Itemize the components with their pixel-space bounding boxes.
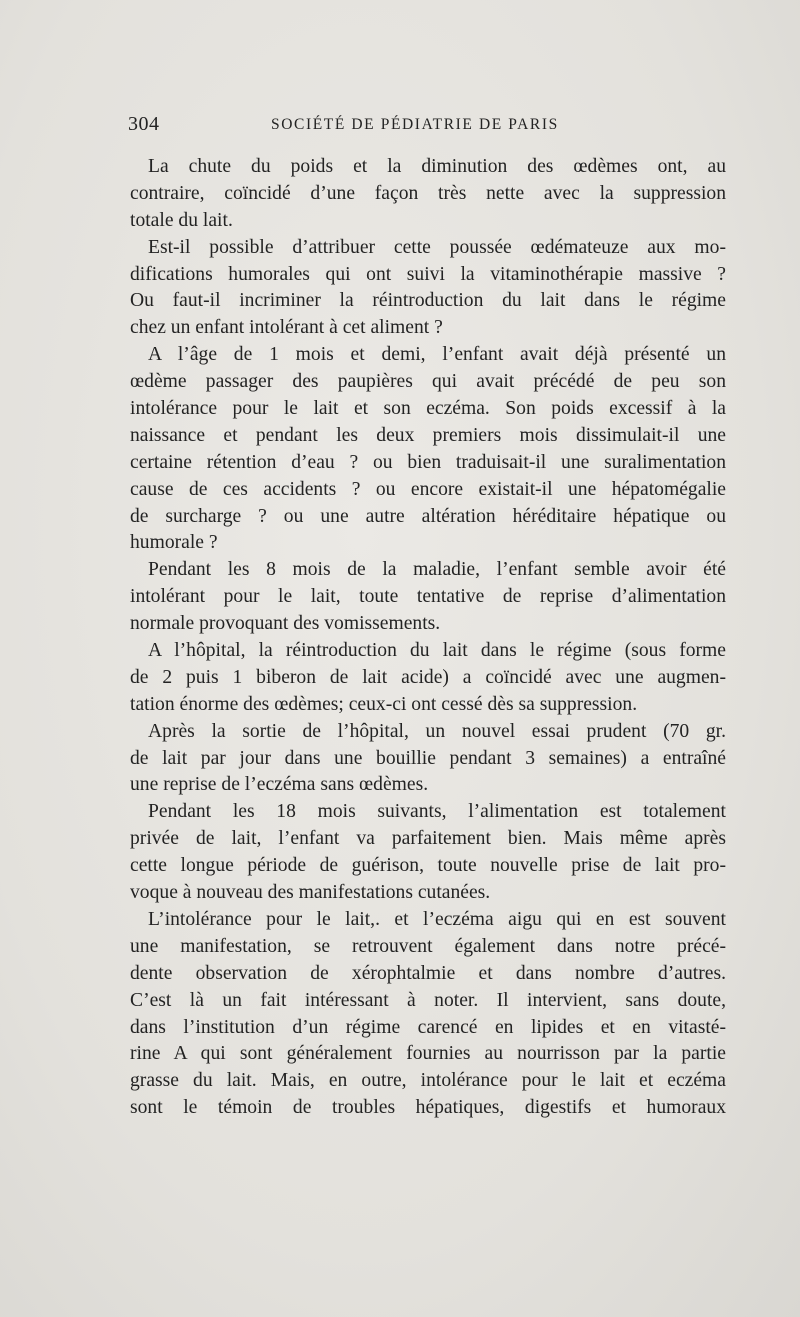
text-line: naissance et pendant les deux premiers mois dissimulait-il une — [130, 424, 726, 446]
text-line: privée de lait, l’enfant va parfaitement bien. Mais même après — [130, 828, 726, 850]
text-line: L’intolérance pour le lait,. et l’eczéma aigu qui en est souvent — [148, 908, 726, 930]
text-line: une manifestation, se retrouvent également dans notre précé- — [130, 935, 726, 957]
text-line: contraire, coïncidé d’une façon très nette avec la suppression — [130, 182, 726, 204]
text-line: voque à nouveau des manifestations cutanées. — [130, 882, 491, 904]
page-number: 304 — [128, 113, 160, 135]
text-line: Ou faut-il incriminer la réintroduction du lait dans le régime — [130, 290, 726, 312]
text-line: humorale ? — [130, 532, 218, 554]
text-line: cette longue période de guérison, toute nouvelle prise de lait pro- — [130, 855, 726, 877]
text-line: Est-il possible d’attribuer cette poussée œdémateuze aux mo- — [148, 236, 726, 258]
text-line: tation énorme des œdèmes; ceux-ci ont cessé dès sa suppression. — [130, 693, 638, 715]
text-line: Après la sortie de l’hôpital, un nouvel essai prudent (70 gr. — [148, 720, 726, 742]
body-text — [130, 154, 726, 1122]
text-line: cause de ces accidents ? ou encore existait-il une hépatomégalie — [130, 478, 726, 500]
journal-title: SOCIÉTÉ DE PÉDIATRIE DE PARIS — [271, 116, 559, 133]
text-line: de lait par jour dans une bouillie pendant 3 semaines) a entraîné — [130, 747, 726, 769]
text-line: normale provoquant des vomissements. — [130, 613, 441, 635]
text-line: grasse du lait. Mais, en outre, intolérance pour le lait et eczéma — [130, 1070, 726, 1092]
running-head — [128, 110, 726, 138]
text-line: de surcharge ? ou une autre altération héréditaire hépatique ou — [130, 505, 726, 527]
text-line: C’est là un fait intéressant à noter. Il intervient, sans doute, — [130, 989, 726, 1011]
text-line: A l’âge de 1 mois et demi, l’enfant avait déjà présenté un — [148, 344, 726, 366]
text-line: difications humorales qui ont suivi la vitaminothérapie massive ? — [130, 263, 726, 285]
text-line: certaine rétention d’eau ? ou bien traduisait-il une suralimentation — [130, 451, 726, 473]
text-line: sont le témoin de troubles hépatiques, digestifs et humoraux — [130, 1097, 726, 1119]
text-line: La chute du poids et la diminution des œdèmes ont, au — [148, 156, 726, 177]
text-line: Pendant les 8 mois de la maladie, l’enfant semble avoir été — [148, 559, 726, 581]
text-line: chez un enfant intolérant à cet aliment ? — [130, 317, 443, 339]
text-line: œdème passager des paupières qui avait précédé de peu son — [130, 371, 726, 393]
text-line: rine A qui sont généralement fournies au nourrisson par la partie — [130, 1043, 726, 1065]
text-line: dans l’institution d’un régime carencé en lipides et en vitasté- — [130, 1016, 726, 1038]
text-line: une reprise de l’eczéma sans œdèmes. — [130, 774, 429, 796]
text-line: Pendant les 18 mois suivants, l’alimentation est totalement — [148, 801, 726, 823]
text-line: de 2 puis 1 biberon de lait acide) a coïncidé avec une augmen- — [130, 666, 726, 688]
text-line: totale du lait. — [130, 209, 233, 231]
text-line: intolérance pour le lait et son eczéma. Son poids excessif à la — [130, 398, 726, 420]
text-line: intolérant pour le lait, toute tentative de reprise d’alimentation — [130, 586, 726, 608]
text-line: A l’hôpital, la réintroduction du lait dans le régime (sous forme — [148, 640, 726, 662]
text-line: dente observation de xérophtalmie et dans nombre d’autres. — [130, 962, 726, 984]
